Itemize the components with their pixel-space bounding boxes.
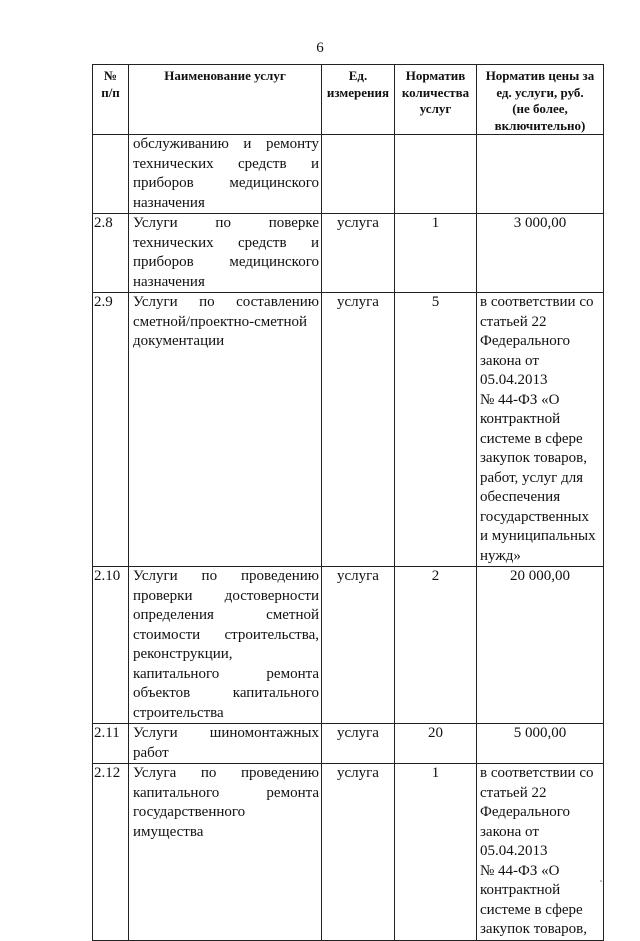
row-name: Услуги по проведению проверки достоверности определения сметной стоимости строительства, реконструкции, капитального ремонта объектов капитального строительства	[129, 567, 322, 724]
row-price: в соответствии со статьей 22 Федерального закона от 05.04.2013 № 44-ФЗ «О контрактной системе в сфере закупок товаров, работ, услуг для обеспечения государственных и муниципальных нужд»	[477, 293, 604, 567]
row-name: обслуживанию и ремонту технических средств и приборов медицинского назначения	[129, 135, 322, 214]
row-name: Услуга по проведению капитального ремонта государственного имущества	[129, 764, 322, 941]
row-price: 5 000,00	[477, 724, 604, 764]
row-unit: услуга	[322, 764, 395, 941]
row-qty	[395, 135, 477, 214]
row-qty: 20	[395, 724, 477, 764]
row-unit	[322, 135, 395, 214]
row-price: 3 000,00	[477, 214, 604, 293]
row-unit: услуга	[322, 214, 395, 293]
header-qty: Норматив количества услуг	[395, 65, 477, 135]
row-qty: 1	[395, 214, 477, 293]
table-header-row	[93, 65, 604, 135]
row-num: 2.12	[93, 764, 129, 941]
header-unit: Ед. измерения	[322, 65, 395, 135]
table-row	[93, 724, 604, 764]
row-name: Услуги по поверке технических средств и приборов медицинского назначения	[129, 214, 322, 293]
page-number: 6	[316, 40, 324, 56]
row-num: 2.9	[93, 293, 129, 567]
row-num: 2.11	[93, 724, 129, 764]
row-unit: услуга	[322, 567, 395, 724]
row-qty: 1	[395, 764, 477, 941]
row-num: 2.10	[93, 567, 129, 724]
services-table	[92, 64, 604, 941]
table-row	[93, 214, 604, 293]
row-name: Услуги по составлению сметной/проектно-сметной документации	[129, 293, 322, 567]
scan-speck	[600, 880, 602, 882]
header-price: Норматив цены за ед. услуги, руб. (не более, включительно)	[477, 65, 604, 135]
row-price: 20 000,00	[477, 567, 604, 724]
row-price	[477, 135, 604, 214]
table-row	[93, 293, 604, 567]
table-row	[93, 567, 604, 724]
header-num: № п/п	[93, 65, 129, 135]
row-qty: 5	[395, 293, 477, 567]
row-price: в соответствии со статьей 22 Федерального закона от 05.04.2013 № 44-ФЗ «О контрактной системе в сфере закупок товаров,	[477, 764, 604, 941]
row-num	[93, 135, 129, 214]
row-unit: услуга	[322, 293, 395, 567]
row-qty: 2	[395, 567, 477, 724]
row-name: Услуги шиномонтажных работ	[129, 724, 322, 764]
row-num: 2.8	[93, 214, 129, 293]
row-unit: услуга	[322, 724, 395, 764]
header-name: Наименование услуг	[129, 65, 322, 135]
table-row	[93, 135, 604, 214]
table-row	[93, 764, 604, 941]
